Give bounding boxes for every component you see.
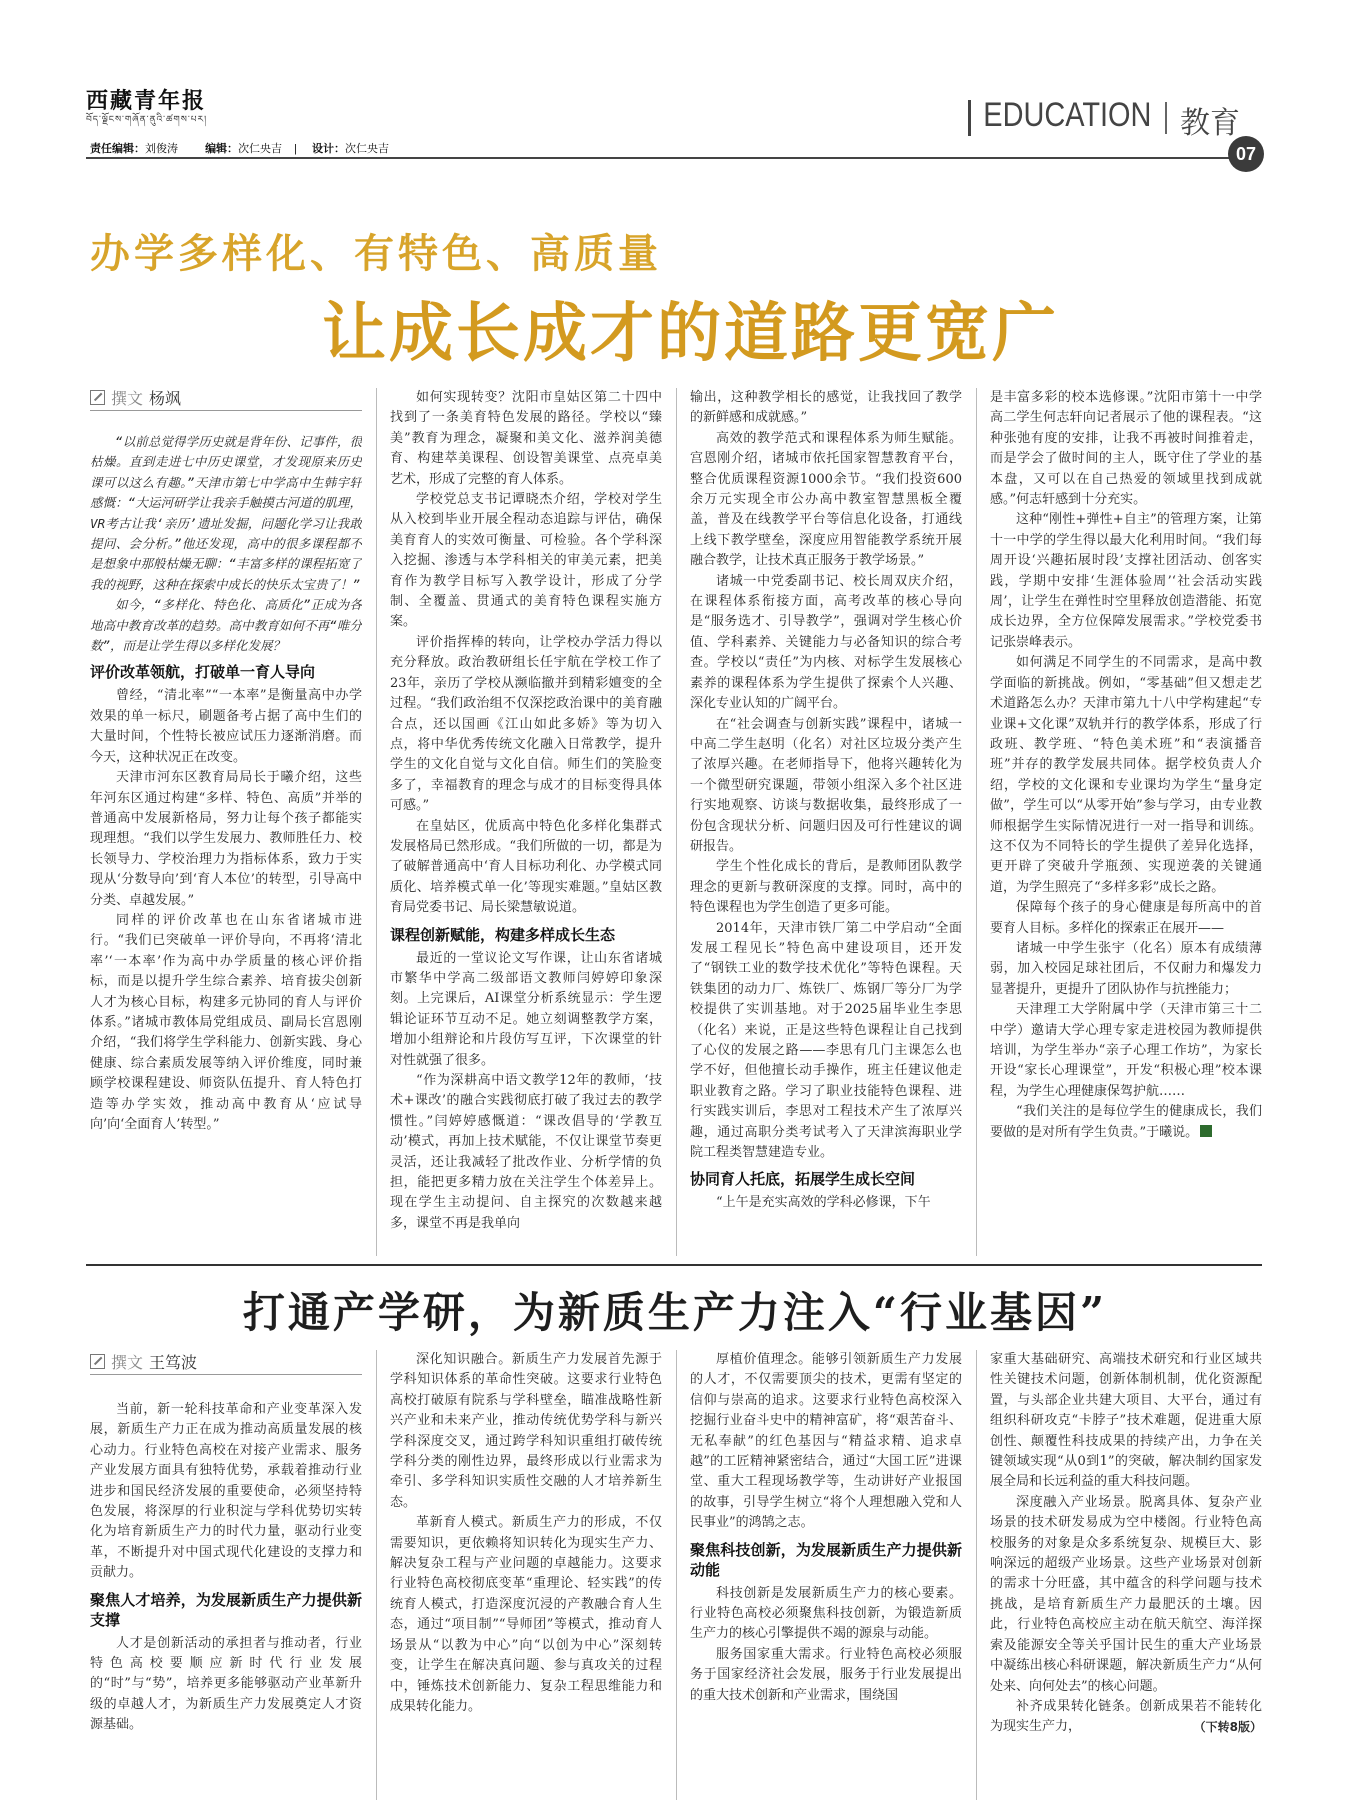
credit-value: 次仁央吉 — [344, 143, 389, 155]
article2-column-4 — [990, 1350, 1262, 1802]
continued-note: （下转8版） — [1193, 1720, 1262, 1735]
body-paragraph: 深度融入产业场景。脱离具体、复杂产业场景的技术研发易成为空中楼阁。行业特色高校服务的对象是众多系统复杂、规模巨大、影响深远的超级产业场景。这些产业场景对创新的需求十分旺盛，其中蕴含的科学问题与技术挑战，是培育新质生产力最肥沃的土壤。因此，行业特色高校应主动在航天航空、海洋探索及能源安全等关乎国计民生的重大产业场景中凝练出核心科研课题，解决新质生产力“从何处来、向何处去”的核心问题。 — [990, 1494, 1262, 1694]
section-heading: 协同育人托底，拓展学生成长空间 — [690, 1170, 916, 1189]
lead-paragraph: “以前总觉得学历史就是背年份、记事件，很枯燥。直到走进七中历史课堂，才发现原来历史课可以这么有趣。”天津市第七中学高中生韩宇轩感慨：“大运河研学让我亲手触摸古河道的肌理，VR考古让我‘亲历’遗址发掘，问题化学习让我敢提问、会分析。”他还发现，高中的很多课程都不是想象中那般枯燥无聊：“丰富多样的课程拓宽了我的视野，这种在探索中成长的快乐太宝贵了！” — [90, 434, 362, 592]
body-paragraph: 2014年，天津市铁厂第二中学启动“全面发展工程见长”特色高中建设项目，还开发了“钢铁工业的数学技术优化”等特色课程。天铁集团的动力厂、炼铁厂、炼钢厂等分厂为学校提供了实训基地。对于2025届毕业生李思（化名）来说，正是这些特色课程让自己找到了心仪的发展之路——李思有几门主课怎么也学不好，但他擅长动手操作，班主任建议他走职业教育之路。学习了职业技能特色课程、进行实践实训后，李思对工程技术产生了浓厚兴趣，通过高职分类考试考入了天津滨海职业学院工程类智慧建造专业。 — [690, 920, 962, 1161]
credit-value: 刘俊涛 — [145, 143, 178, 155]
article1-column-1 — [90, 432, 362, 1252]
article2-column-3 — [690, 1350, 962, 1802]
column-divider — [376, 1350, 377, 1800]
body-paragraph: 在“社会调查与创新实践”课程中，诸城一中高二学生赵明（化名）对社区垃圾分类产生了浓厚兴趣。在老师指导下，他将兴趣转化为一个微型研究课题，带领小组深入多个社区进行实地观察、访谈与数据收集，最终形成了一份包含现状分析、问题归因及可行性建议的调研报告。 — [690, 716, 962, 854]
credit-label: 责任编辑： — [90, 143, 145, 155]
newspaper-name: 西藏青年报 — [86, 88, 207, 114]
article1-kicker: 办学多样化、有特色、高质量 — [90, 230, 662, 277]
body-paragraph: 革新育人模式。新质生产力的形成，不仅需要知识，更依赖将知识转化为现实生产力、解决复杂工程与产业问题的卓越能力。这要求行业特色高校彻底变革“重理论、轻实践”的传统育人模式，打造深度沉浸的产教融合育人生态，通过“项目制”“导师团”等模式，推动育人场景从“以教为中心”向“以创为中心”深刻转变，让学生在解决真问题、参与真攻关的过程中，锤炼技术创新能力、复杂工程思维能力和成果转化能力。 — [390, 1515, 662, 1714]
body-paragraph: 天津理工大学附属中学（天津市第三十二中学）邀请大学心理专家走进校园为教师提供培训，为学生举办“亲子心理工作坊”，为家长开设“家长心理课堂”，开发“积极心理”校本课程，为学生心理健康保驾护航…… — [990, 1002, 1262, 1099]
section-heading: 课程创新赋能，构建多样成长生态 — [390, 925, 616, 944]
author-name: 杨飒 — [149, 389, 182, 408]
credit-label: 设计： — [311, 143, 345, 155]
body-paragraph: 补齐成果转化链条。创新成果若不能转化为现实生产力， （下转8版） — [990, 1697, 1262, 1738]
article2-byline: 撰文 王笃波 — [90, 1350, 197, 1373]
body-paragraph: 厚植价值理念。能够引领新质生产力发展的人才，不仅需要顶尖的技术，更需有坚定的信仰与崇高的追求。这要求行业特色高校深入挖掘行业奋斗史中的精神富矿，将“艰苦奋斗、无私奉献”的红色基因与“精益求精、追求卓越”的工匠精神紧密结合，通过“大国工匠”进课堂、重大工程现场教学等，生动讲好产业报国的故事，引导学生树立“将个人理想融入党和人民事业”的鸿鹄之志。 — [690, 1352, 962, 1531]
body-paragraph: “我们关注的是每位学生的健康成长，我们要做的是对所有学生负责。”于曦说。 — [990, 1104, 1262, 1140]
section-rule — [86, 1264, 1262, 1266]
article2-column-1 — [90, 1400, 362, 1800]
pen-icon — [90, 390, 105, 405]
column-divider — [676, 388, 677, 1256]
body-paragraph: 如何实现转变？沈阳市皇姑区第二十四中找到了一条美育特色发展的路径。学校以“臻美”教育为理念，凝聚和美文化、滋养润美德育、构建萃美课程、创设智美课堂、点亮卓美艺术，形成了完整的育人体系。 — [390, 390, 662, 487]
column-divider — [976, 1350, 977, 1800]
article1-column-3 — [690, 388, 962, 1254]
end-mark-icon — [1200, 1125, 1212, 1137]
author-name: 王笃波 — [149, 1353, 198, 1372]
body-paragraph: 学生个性化成长的背后，是教师团队教学理念的更新与教研深度的支撑。同时，高中的特色课程也为学生创造了更多可能。 — [690, 859, 962, 916]
credit-value: 次仁央吉 — [238, 143, 283, 155]
column-divider — [676, 1350, 677, 1800]
article1-byline: 撰文 杨飒 — [90, 386, 181, 409]
body-paragraph: 在皇姑区，优质高中特色化多样化集群式发展格局已然形成。“我们所做的一切，都是为了破解普通高中‘育人目标功利化、办学模式同质化、培养模式单一化’等现实难题。”皇姑区教育局党委书记、局长梁慧敏说道。 — [390, 818, 662, 916]
body-paragraph: 同样的评价改革也在山东省诸城市进行。“我们已突破单一评价导向，不再将‘清北率’‘一本率’作为高中办学质量的核心评价指标，而是以提升学生综合素养、培育拔尖创新人才为核心目标，构建多元协同的育人与评价体系。”诸城市教体局党组成员、副局长宫恩刚介绍，“我们将学生学科能力、创新实践、身心健康、综合素质发展等纳入评价维度，同时兼顾学校课程建设、师资队伍提升、育人特色打造等办学实效，推动高中教育从‘应试导向’向‘全面育人’转型。” — [90, 912, 362, 1132]
section-heading: 聚焦科技创新，为发展新质生产力提供新动能 — [690, 1540, 962, 1579]
body-paragraph: 深化知识融合。新质生产力发展首先源于学科知识体系的革命性突破。这要求行业特色高校打破原有院系与学科壁垒，瞄准战略性新兴产业和未来产业，推动传统优势学科与新兴学科深度交叉，通过跨学科知识重组打破传统学科分类的刚性边界，最终形成以行业需求为牵引、多学科知识实质性交融的人才培养新生态。 — [390, 1352, 662, 1510]
body-paragraph: 学校党总支书记谭晓杰介绍，学校对学生从入校到毕业开展全程动态追踪与评估，确保美育育人的实效可衡量、可检验。各个学科深入挖掘、渗透与本学科相关的审美元素，把美育作为教学目标写入教学设计，形成了分学制、全覆盖、贯通式的美育特色课程实施方案。 — [390, 492, 662, 630]
body-paragraph: 这种“刚性+弹性+自主”的管理方案，让第十一中学的学生得以最大化利用时间。“我们每周开设‘兴趣拓展时段’支撑社团活动、创客实践，学期中安排‘生涯体验周’‘社会活动实践周’，让学生在弹性时空里释放创造潜能、拓宽成长边界，全方位保障发展需求。”学校党委书记张崇峰表示。 — [990, 512, 1262, 650]
pen-icon — [90, 1354, 105, 1369]
page-number-badge: 07 — [1228, 136, 1264, 172]
byline-rule — [90, 410, 362, 411]
section-heading: 聚焦人才培养，为发展新质生产力提供新支撑 — [90, 1590, 362, 1629]
top-rule — [86, 157, 1261, 159]
body-paragraph: “上午是充实高效的学科必修课，下午 — [716, 1195, 931, 1211]
body-paragraph: 如何满足不同学生的不同需求，是高中教学面临的新挑战。例如，“零基础”但又想走艺术道路怎么办？天津市第九十八中学构建起“专业课+文化课”双轨并行的教学体系，形成了行政班、教学班、“特色美术班”和“表演播音班”并存的教学发展共同体。据学校负责人介绍，学校的文化课和专业课均为学生“量身定做”，学生可以“从零开始”参与学习，由专业教师根据学生实际情况进行一对一指导和训练。这不仅为不同特长的学生提供了差异化选择，更开辟了突破升学瓶颈、实现逆袭的关键通道，为学生照亮了“多样多彩”成长之路。 — [990, 655, 1262, 895]
byline-rule — [90, 1374, 362, 1375]
body-paragraph: 曾经，“清北率”“一本率”是衡量高中办学效果的单一标尺，刷题备考占据了高中生们的大量时间，个性特长被应试压力逐渐消磨。而今天，这种状况正在改变。 — [90, 688, 362, 765]
body-paragraph: 最近的一堂议论文写作课，让山东省诸城市繁华中学高二级部语文教师闫婷婷印象深刻。上完课后，AI课堂分析系统显示：学生逻辑论证环节互动不足。她立刻调整教学方案，增加小组辩论和片段仿写互评，下次课堂的针对性就强了很多。 — [390, 950, 662, 1068]
lead-paragraph: 如今，“多样化、特色化、高质化”正成为各地高中教育改革的趋势。高中教育如何不再“唯分数”，而是让学生得以多样化发展？ — [90, 597, 362, 654]
body-paragraph: 诸城一中党委副书记、校长周双庆介绍，在课程体系衔接方面，高考改革的核心导向是“服务选才、引导教学”，强调对学生核心价值、学科素养、关键能力与必备知识的综合考查。学校以“责任”为内核、对标学生发展核心素养的课程体系为学生提供了探索个人兴趣、深化专业认知的广阔平台。 — [690, 573, 962, 712]
article2-headline: 打通产学研，为新质生产力注入“行业基因” — [242, 1288, 1108, 1337]
section-heading: 评价改革领航，打破单一育人导向 — [90, 663, 316, 682]
newspaper-tibetan-name: བོད་ལྗོངས་གཞོན་ནུའི་ཚགས་པར། — [86, 115, 208, 125]
body-paragraph: 家重大基础研究、高端技术研究和行业区域共性关键技术问题，创新体制机制，优化资源配置，与头部企业共建大项目、大平台，通过有组织科研攻克“卡脖子”技术难题，促进重大原创性、颠覆性科技成果的持续产出，力争在关键领域实现“从0到1”的突破，解决制约国家发展全局和长远利益的重大科技问题。 — [990, 1352, 1262, 1490]
column-divider — [976, 388, 977, 1256]
body-paragraph: 是丰富多彩的校本选修课。”沈阳市第十一中学高二学生何志轩向记者展示了他的课程表。“这种张弛有度的安排，让我不再被时间推着走，而是学会了做时间的主人，既守住了学业的基本盘，又可以在自己热爱的领域里找到成就感。”何志轩感到十分充实。 — [990, 390, 1262, 508]
section-label-zh: 教育 — [1180, 106, 1240, 141]
body-paragraph: 保障每个孩子的身心健康是每所高中的首要育人目标。多样化的探索正在展开—— — [990, 900, 1262, 936]
body-paragraph: 服务国家重大需求。行业特色高校必须服务于国家经济社会发展，服务于行业发展提出的重大技术创新和产业需求，围绕国 — [690, 1646, 962, 1703]
body-paragraph: 输出，这种教学相长的感觉，让我找回了教学的新鲜感和成就感。” — [690, 390, 962, 426]
body-paragraph: 人才是创新活动的承担者与推动者，行业特色高校要顺应新时代行业发展的“时”与“势”，培养更多能够驱动产业革新升级的卓越人才，为新质生产力发展奠定人才资源基础。 — [90, 1635, 362, 1733]
article1-column-2 — [390, 388, 662, 1254]
article2-column-2 — [390, 1350, 662, 1802]
section-label-en: EDUCATION — [983, 96, 1152, 134]
article1-headline: 让成长成才的道路更宽广 — [322, 297, 1059, 371]
body-paragraph: 评价指挥棒的转向，让学校办学活力得以充分释放。政治教研组长任宇航在学校工作了23年，亲历了学校从濒临撤并到精彩嬗变的全过程。“我们政治组不仅深挖政治课中的美育融合点，还以国画《江山如此多娇》等为切入点，将中华优秀传统文化融入日常教学，提升学生的文化自觉与文化自信。师生们的笑脸变多了，幸福教育的理念与成才的目标变得具体可感。” — [390, 634, 662, 814]
body-paragraph: 诸城一中学生张宇（化名）原本有成绩薄弱，加入校园足球社团后，不仅耐力和爆发力显著提升，更提升了团队协作与抗挫能力； — [990, 940, 1262, 997]
article1-column-4 — [990, 388, 1262, 1254]
body-paragraph: “作为深耕高中语文教学12年的教师，‘技术+课改’的融合实践彻底打破了我过去的教学惯性。”闫婷婷感慨道：“课改倡导的‘学教互动’模式，再加上技术赋能，不仅让课堂节奏更灵活，还让我减轻了批改作业、分析学情的负担，能把更多精力放在关注学生个体差异上。现在学生主动提问、自主探究的次数越来越多，课堂不再是我单向 — [390, 1073, 662, 1231]
body-paragraph: 高效的教学范式和课程体系为师生赋能。宫恩刚介绍，诸城市依托国家智慧教育平台，整合优质课程资源1000余节。“我们投资600余万元实现全市公办高中教室智慧黑板全覆盖，普及在线教学平台等信息化设备，打通线上线下教学壁垒，深度应用智能教学系统开展融合教学，让技术真正服务于教学场景。” — [690, 430, 962, 569]
credit-label: 编辑： — [205, 143, 239, 155]
section-divider — [1165, 102, 1167, 134]
column-divider — [376, 388, 377, 1256]
body-paragraph: 天津市河东区教育局局长于曦介绍，这些年河东区通过构建“多样、特色、高质”并举的普通高中发展新格局，努力让每个孩子都能实现理想。“我们以学生发展力、教师胜任力、校长领导力、学校治理力为指标体系，致力于实现从‘分数导向’到‘育人本位’的转型，引导高中分类、卓越发展。” — [90, 770, 362, 908]
body-paragraph: 科技创新是发展新质生产力的核心要素。行业特色高校必须聚焦科技创新，为锻造新质生产力的核心引擎提供不竭的源泉与动能。 — [690, 1585, 962, 1642]
body-paragraph: 当前，新一轮科技革命和产业变革深入发展，新质生产力正在成为推动高质量发展的核心动力。行业特色高校在对接产业需求、服务产业发展方面具有独特优势，承载着推动行业进步和国民经济发展的重要使命，必须坚持特色发展，将深厚的行业积淀与学科优势切实转化为培育新质生产力的时代力量，驱动行业变革，不断提升对中国式现代化建设的支撑力和贡献力。 — [90, 1402, 362, 1581]
editor-credits: 责任编辑：刘俊涛 编辑：次仁央吉 | 设计：次仁央吉 — [90, 143, 389, 155]
